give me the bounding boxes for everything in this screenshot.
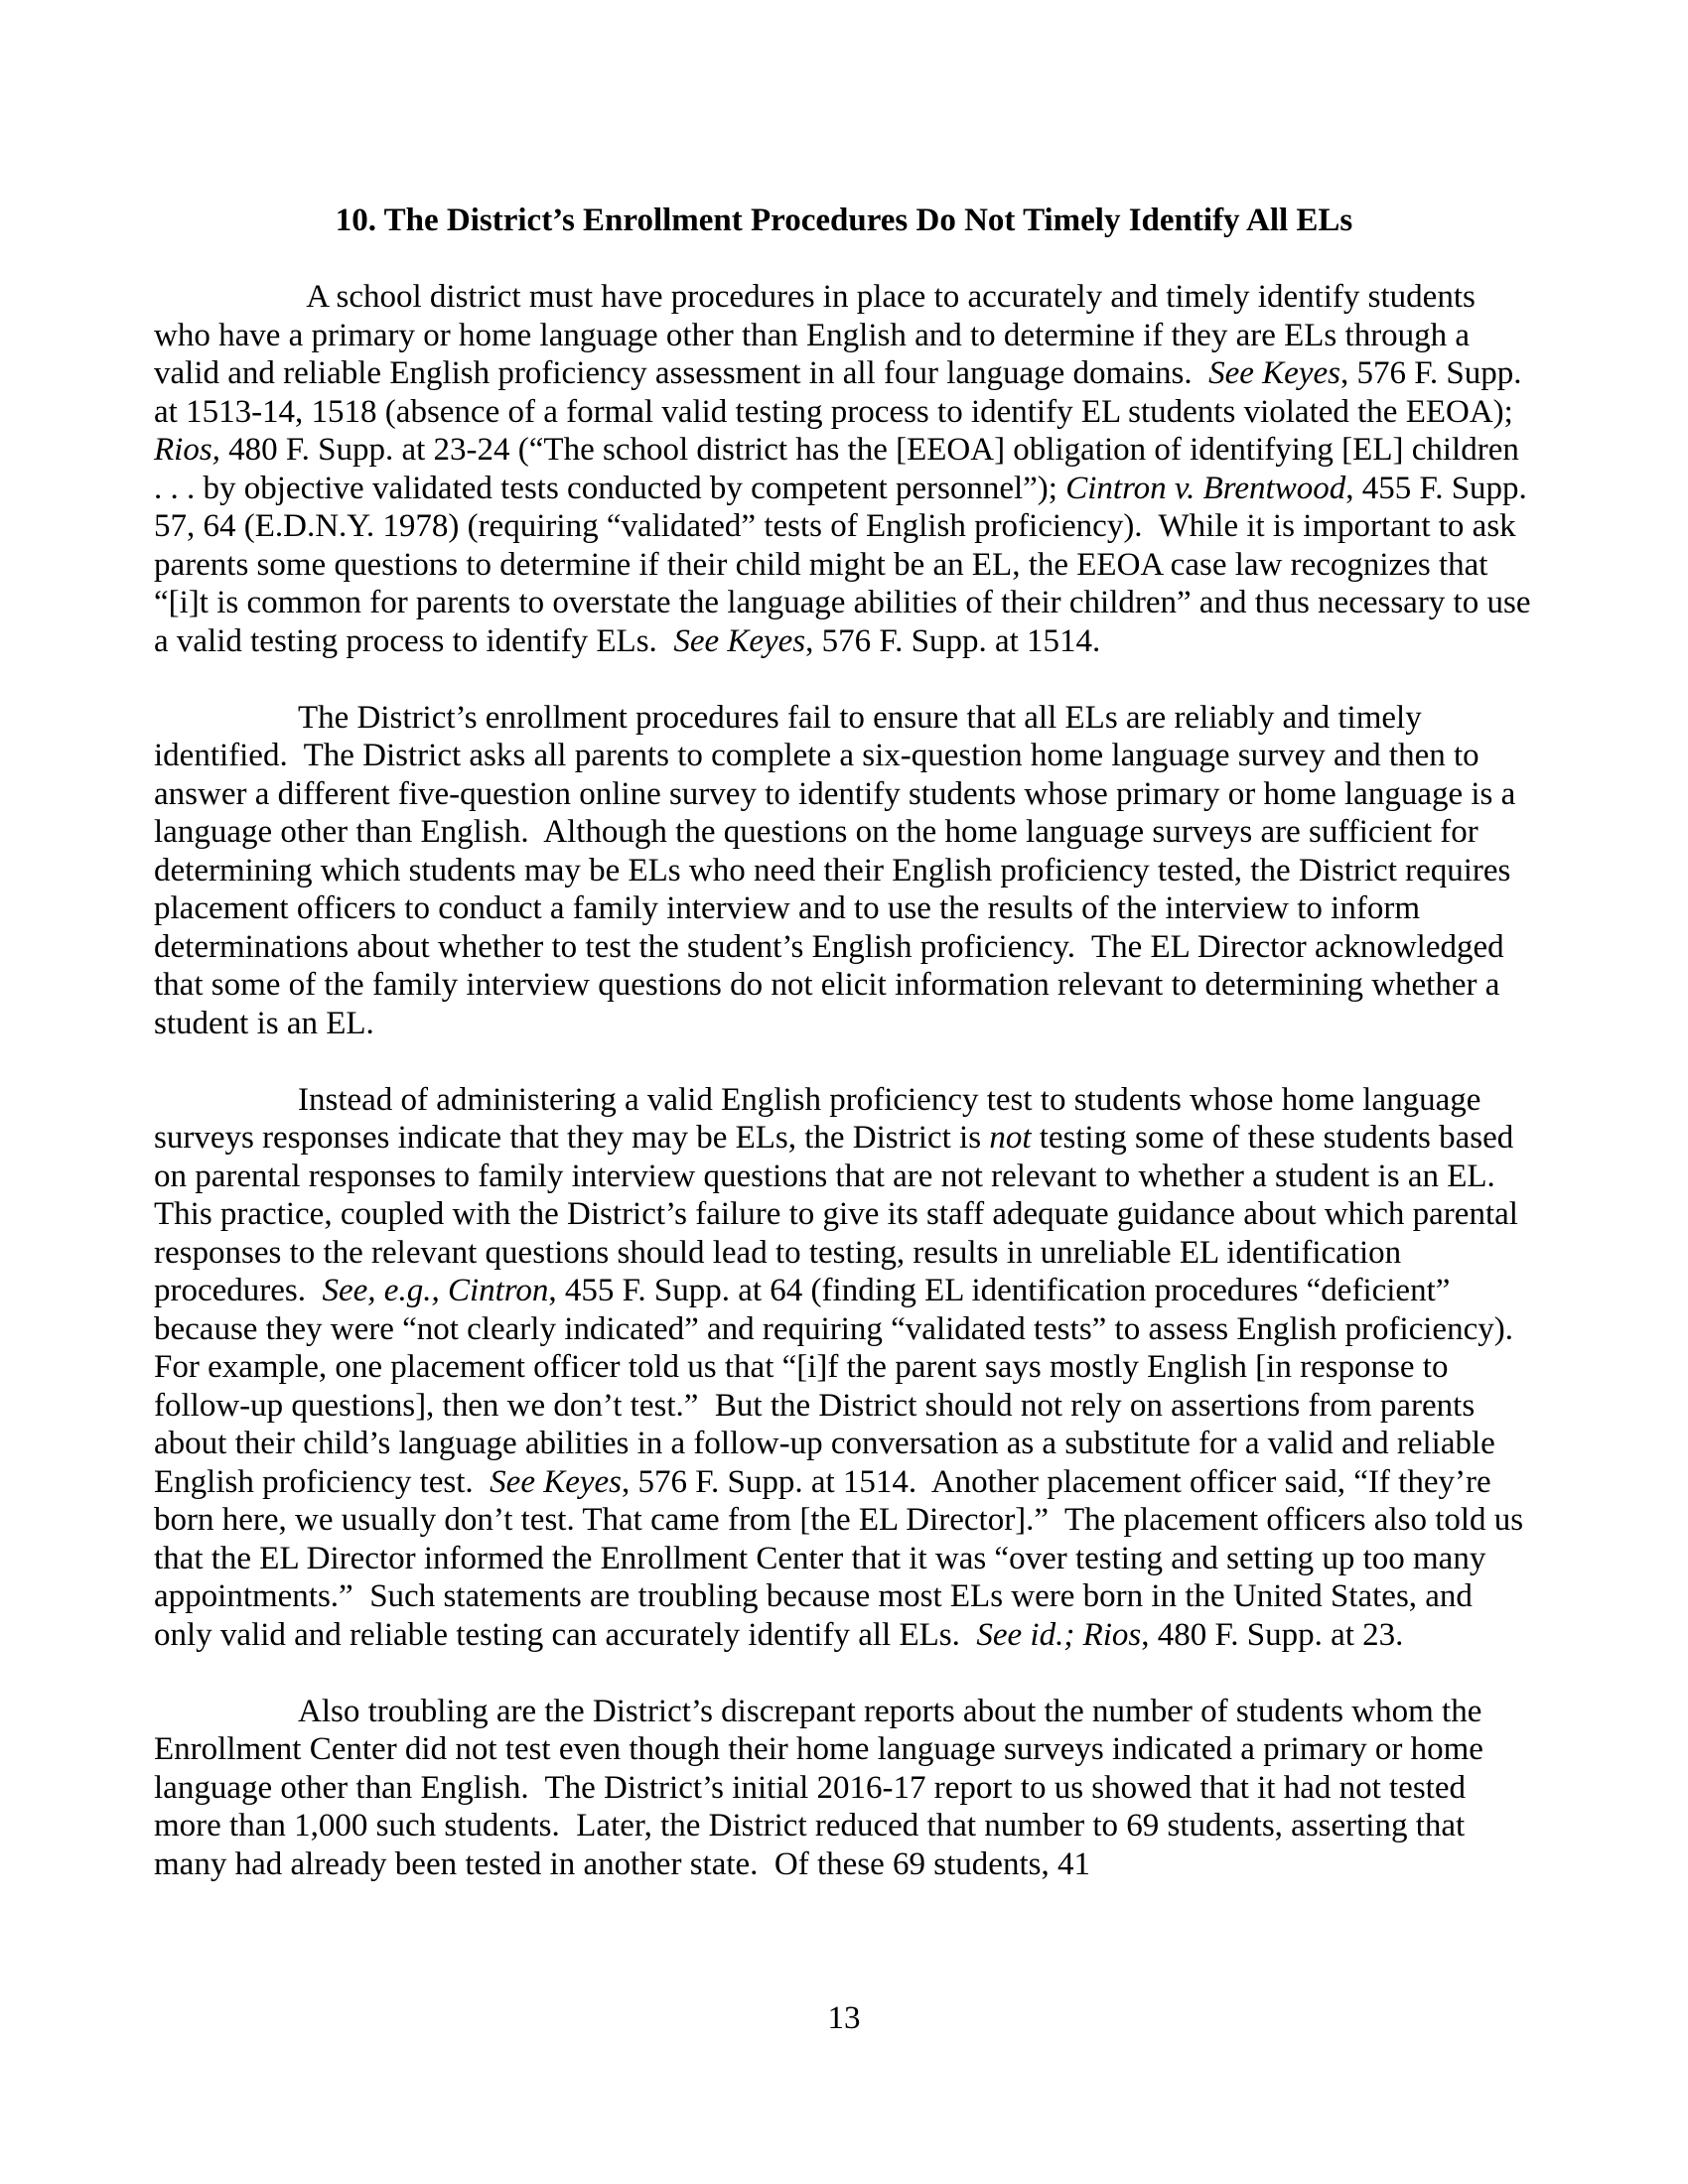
paragraph [154, 699, 1534, 1043]
text-run-italic: Cintron v. Brentwood [1065, 470, 1346, 506]
text-run: , 576 F. Supp. at 1513-14, 1518 (absence of a formal valid testing process to identify EL students violated the EEOA); [154, 355, 1530, 430]
page-number: 13 [827, 2000, 861, 2036]
text-run-italic: not [989, 1120, 1032, 1156]
text-run-italic: See, e.g., Cintron [322, 1273, 549, 1308]
text-run: , 455 F. Supp. 57, 64 (E.D.N.Y. 1978) (requiring “validated” tests of English proficiency). While it is important to ask parents some questions to determine if their child might be an EL, the EEOA case law recognizes that “[i]t is common for parents to overstate the language abilities of their children” and thus necessary to use a valid testing process to identify ELs. [154, 470, 1539, 659]
text-run-italic: See id.; Rios [976, 1616, 1142, 1653]
text-run-italic: Rios, [154, 432, 220, 468]
text-run: 480 F. Supp. at 23-24 (“The school district has the [EEOA] obligation of identifying [EL] children . . . by objective validated tests conducted by competent personnel”); [154, 432, 1528, 506]
paragraph [154, 1081, 1534, 1655]
text-run: testing some of these students based on parental responses to family interview questions that are not relevant to whether a student is an EL. This practice, coupled with the District’s failure to give its staff adequate guidance about which parental responses to the relevant questions should lead to testing, results in unreliable EL identification procedures. [154, 1120, 1527, 1308]
paragraph [154, 1693, 1534, 1884]
text-run: The District’s enrollment procedures fail to ensure that all ELs are reliably and timely identified. The District asks all parents to complete a six-question home language survey and then to answer a different five-question online survey to identify students whose primary or home language is a language other than English. Although the questions on the home language surveys are sufficient for determining which students may be ELs who need their English proficiency tested, the District requires placement officers to conduct a family interview and to use the results of the interview to inform determinations about whether to test the student’s English proficiency. The EL Director acknowledged that some of the family interview questions do not elicit information relevant to determining whether a student is an EL. [154, 699, 1524, 1041]
text-run: , 455 F. Supp. at 64 (finding EL identification procedures “deficient” because they were “not clearly indicated” and requiring “validated tests” to assess English proficiency). For example, one placement officer told us that “[i]f the parent says mostly English [in response to follow-up questions], then we don’t test.” But the District should not rely on assertions from parents about their child’s language abilities in a follow-up conversation as a substitute for a valid and reliable English proficiency test. [154, 1273, 1530, 1500]
text-run-italic: See Keyes [490, 1463, 623, 1500]
section-heading: 10. The District’s Enrollment Procedures Do Not Timely Identify All ELs [335, 203, 1353, 238]
text-run: , 576 F. Supp. at 1514. Another placement officer said, “If they’re born here, we usually don’t test. That came from [the EL Director].” The placement officers also told us that the EL Director informed the Enrollment Center that it was “over testing and setting up too many appointments.” Such statements are troubling because most ELs were born in the United States, and only valid and reliable testing can accurately identify all ELs. [154, 1463, 1532, 1653]
text-run-italic: See Keyes [673, 622, 806, 659]
text-run: Instead of administering a valid English proficiency test to students whose home language surveys responses indicate that they may be ELs, the District is [154, 1081, 1489, 1156]
text-run: A school district must have procedures in place to accurately and timely identify students who have a primary or home language other than English and to determine if they are ELs through a valid and reliable English proficiency assessment in all four language domains. [154, 279, 1484, 391]
document-body [154, 278, 1539, 1883]
text-run-italic: See Keyes [1208, 355, 1340, 391]
text-run: Also troubling are the District’s discrepant reports about the number of students whom the Enrollment Center did not test even though their home language surveys indicated a primary or home language other than English. The District’s initial 2016-17 report to us showed that it had not tested more than 1,000 such students. Later, the District reduced that number to 69 students, asserting that many had already been tested in another state. Of these 69 students, 41 [154, 1693, 1492, 1882]
text-run: , 576 F. Supp. at 1514. [805, 622, 1101, 659]
text-run: , 480 F. Supp. at 23. [1141, 1616, 1404, 1653]
paragraph [154, 278, 1539, 660]
